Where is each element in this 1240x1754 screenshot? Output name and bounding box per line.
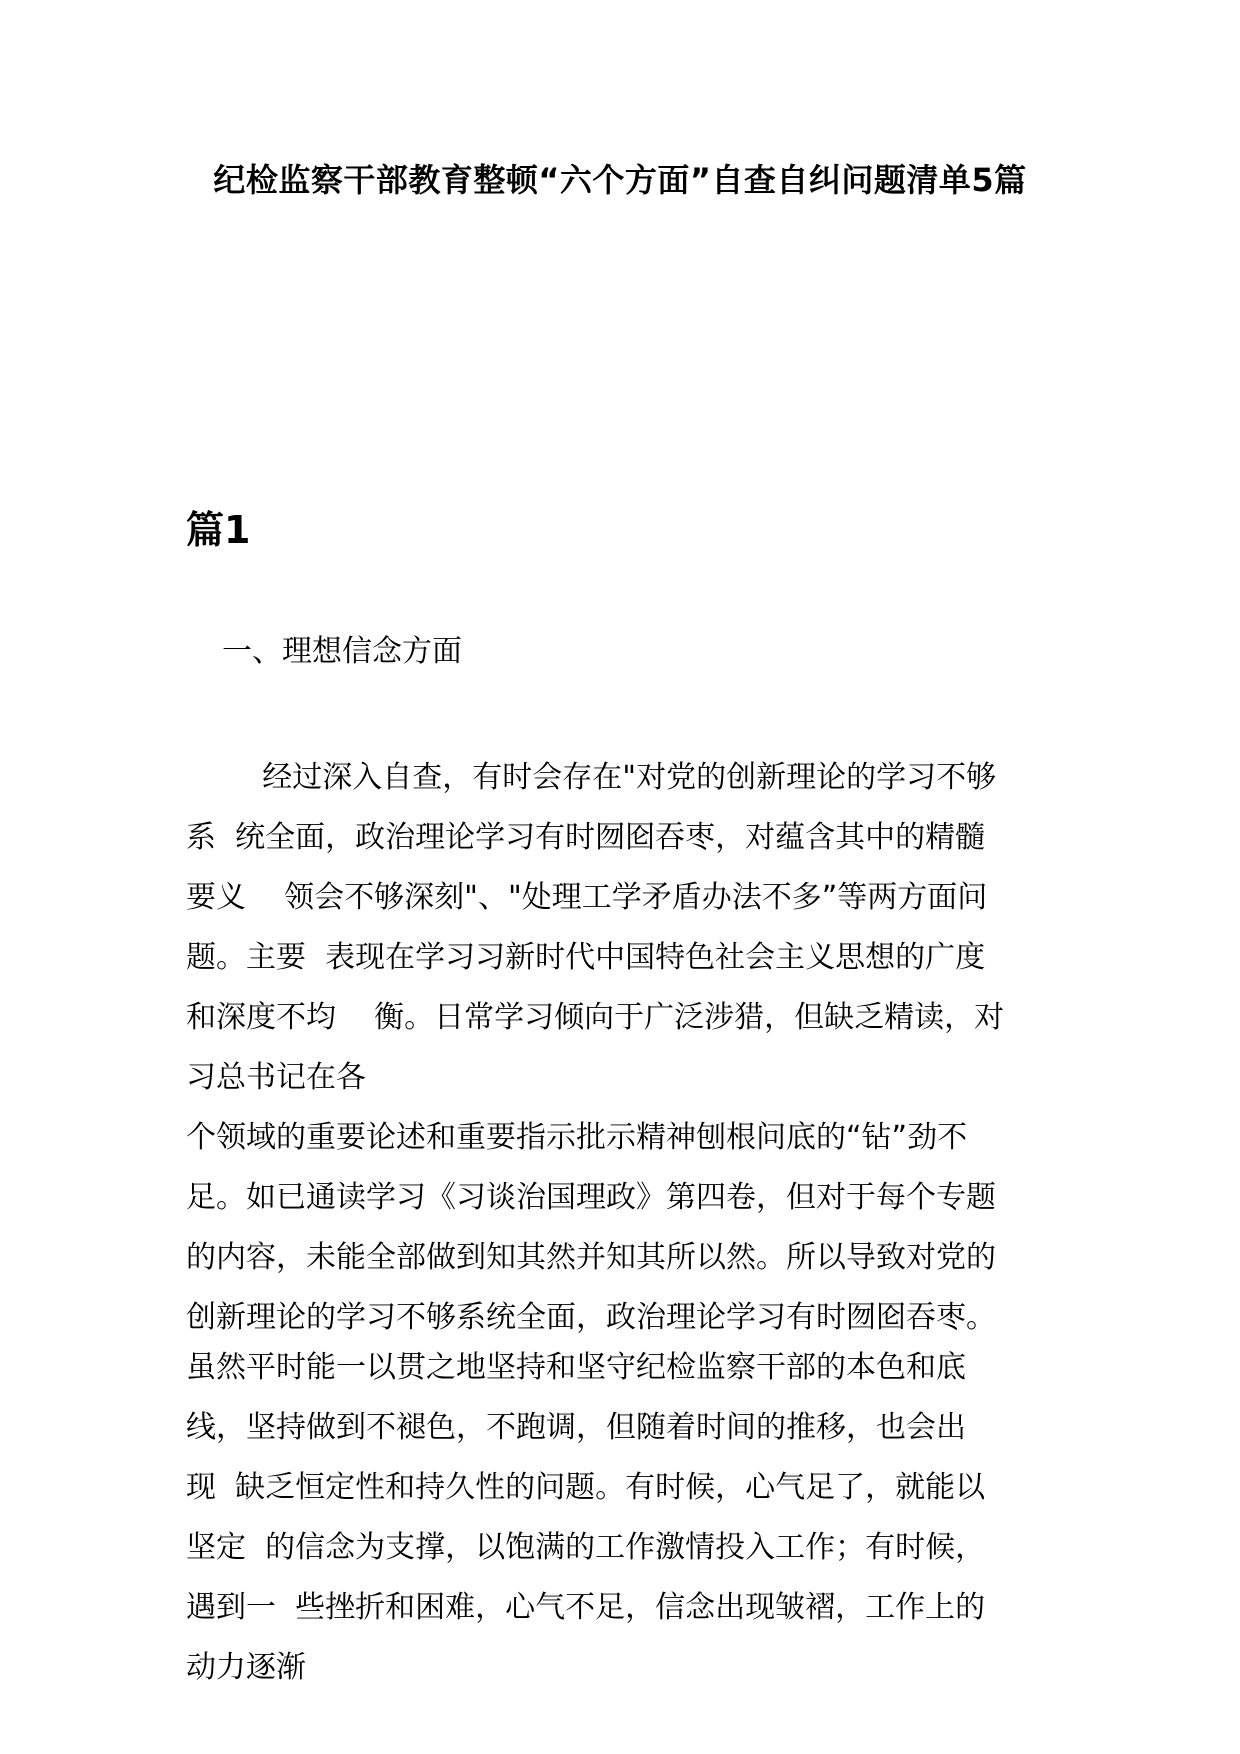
paragraph-3 (186, 1338, 1056, 1698)
paragraph-line: 足。如已通读学习《习谈治国理政》第四卷，但对于每个专题 (186, 1180, 996, 1215)
paragraph-line: 创新理论的学习不够系统全面，政治理论学习有时囫囵吞枣。 (186, 1300, 996, 1335)
paragraph-line: 坚定 的信念为支撑，以饱满的工作激情投入工作；有时候， (186, 1530, 986, 1565)
paragraph-line: 动力逐渐 (186, 1650, 306, 1685)
paragraph-line: 系 统全面，政治理论学习有时囫囵吞枣，对蕴含其中的精髓 (186, 820, 986, 855)
section-heading: 篇1 (186, 508, 251, 552)
paragraph-1 (186, 748, 1056, 1108)
paragraph-line: 遇到一 些挫折和困难，心气不足，信念出现皱褶，工作上的 (186, 1590, 986, 1625)
paragraph-line: 个领域的重要论述和重要指示批示精神刨根问底的“钻”劲不 (186, 1120, 968, 1155)
paragraph-line: 虽然平时能一以贯之地坚持和坚守纪检监察干部的本色和底 (186, 1350, 966, 1385)
paragraph-line: 习总书记在各 (186, 1060, 366, 1095)
paragraph-2 (186, 1108, 1056, 1348)
sub-heading: 一、理想信念方面 (222, 634, 462, 669)
paragraph-line: 和深度不均 衡。日常学习倾向于广泛涉猎，但缺乏精读，对 (186, 1000, 1005, 1035)
document-title: 纪检监察干部教育整顿“六个方面”自查自纠问题清单5篇 (213, 161, 1027, 199)
paragraph-line: 经过深入自查，有时会存在"对党的创新理论的学习不够 (186, 760, 997, 795)
paragraph-line: 要义 领会不够深刻"、"处理工学矛盾办法不多”等两方面问 (186, 880, 988, 915)
paragraph-line: 的内容，未能全部做到知其然并知其所以然。所以导致对党的 (186, 1240, 996, 1275)
paragraph-line: 题。主要 表现在学习习新时代中国特色社会主义思想的广度 (186, 940, 986, 975)
paragraph-line: 现 缺乏恒定性和持久性的问题。有时候，心气足了，就能以 (186, 1470, 986, 1505)
paragraph-line: 线，坚持做到不褪色，不跑调，但随着时间的推移，也会出 (186, 1410, 966, 1445)
